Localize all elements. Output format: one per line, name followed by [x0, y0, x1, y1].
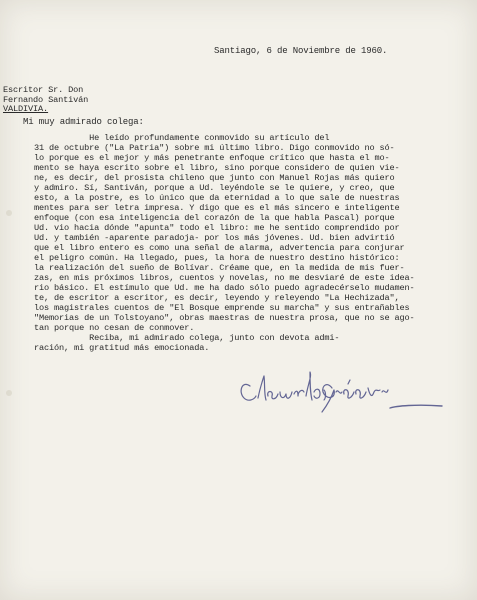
body-line: mentes para ser letra impresa. Y digo que es el más sincero e inteligente	[34, 203, 400, 213]
handwritten-signature	[236, 362, 446, 424]
body-line: Ud. y también -aparente paradoja- por los más jóvenes. Ud. bien advirtió	[34, 233, 395, 243]
body-line: los magistrales cuentos de "El Bosque emprende su marcha" y sus entrañables	[34, 303, 410, 313]
letter-body	[34, 133, 446, 333]
recipient-city: VALDIVIA.	[3, 104, 49, 114]
body-line: lo porque es el mejor y más penetrante enfoque crítico que hasta el mo-	[34, 153, 390, 163]
body-line: enfoque (con esa inteligencia del corazón de la que habla Pascal) porque	[34, 213, 395, 223]
recipient-name: Fernando Santiván	[3, 95, 89, 105]
body-line: el peligro común. Ha llegado, pues, la hora de nuestro destino histórico:	[34, 253, 400, 263]
letter-closing	[34, 333, 446, 353]
body-line: "Memorias de un Tolstoyano", obras maestras de nuestra prosa, que no se ago-	[34, 313, 415, 323]
letter-date: Santiago, 6 de Noviembre de 1960.	[214, 46, 388, 56]
body-line: te, de escritor a escritor, es decir, leyendo y releyendo "La Hechizada",	[34, 293, 400, 303]
body-line: zas, en mis próximos libros, cuentos y novelas, no me desviaré de este idea-	[34, 273, 415, 283]
body-line: 31 de octubre ("La Patria") sobre mi último libro. Digo conmovido no só-	[34, 143, 395, 153]
body-line: ne, es decir, del prosista chileno que junto con Manuel Rojas más quiero	[34, 173, 395, 183]
body-line: rio básico. El estímulo que Ud. me ha dado sólo puedo agradecérselo mudamen-	[34, 283, 415, 293]
body-line: tan porque no cesan de conmover.	[34, 323, 195, 333]
body-line: la realización del sueño de Bolívar. Créame que, en la medida de mis fuer-	[34, 263, 405, 273]
salutation: Mi muy admirado colega:	[23, 117, 144, 127]
closing-line: Reciba, mi admirado colega, junto con devota admi-	[34, 333, 340, 343]
body-line: mento se haya escrito sobre el libro, sino porque considero de quien vie-	[34, 163, 400, 173]
body-line: y admiro. Sí, Santiván, porque a Ud. leyéndole se le quiere, y creo, que	[34, 183, 395, 193]
body-line: He leído profundamente conmovido su artículo del	[34, 133, 330, 143]
closing-line: ración, mi gratitud más emocionada.	[34, 343, 210, 353]
body-line: que el libro entero es como una señal de alarma, advertencia para conjurar	[34, 243, 405, 253]
punch-hole	[6, 390, 12, 396]
punch-hole	[6, 210, 12, 216]
body-line: esto, a la postre, es lo único que da eternidad a lo que sale de nuestras	[34, 193, 400, 203]
recipient-title: Escritor Sr. Don	[3, 85, 84, 95]
body-line: Ud. vio hacia dónde "apunta" todo el libro: me he sentido comprendido por	[34, 223, 400, 233]
